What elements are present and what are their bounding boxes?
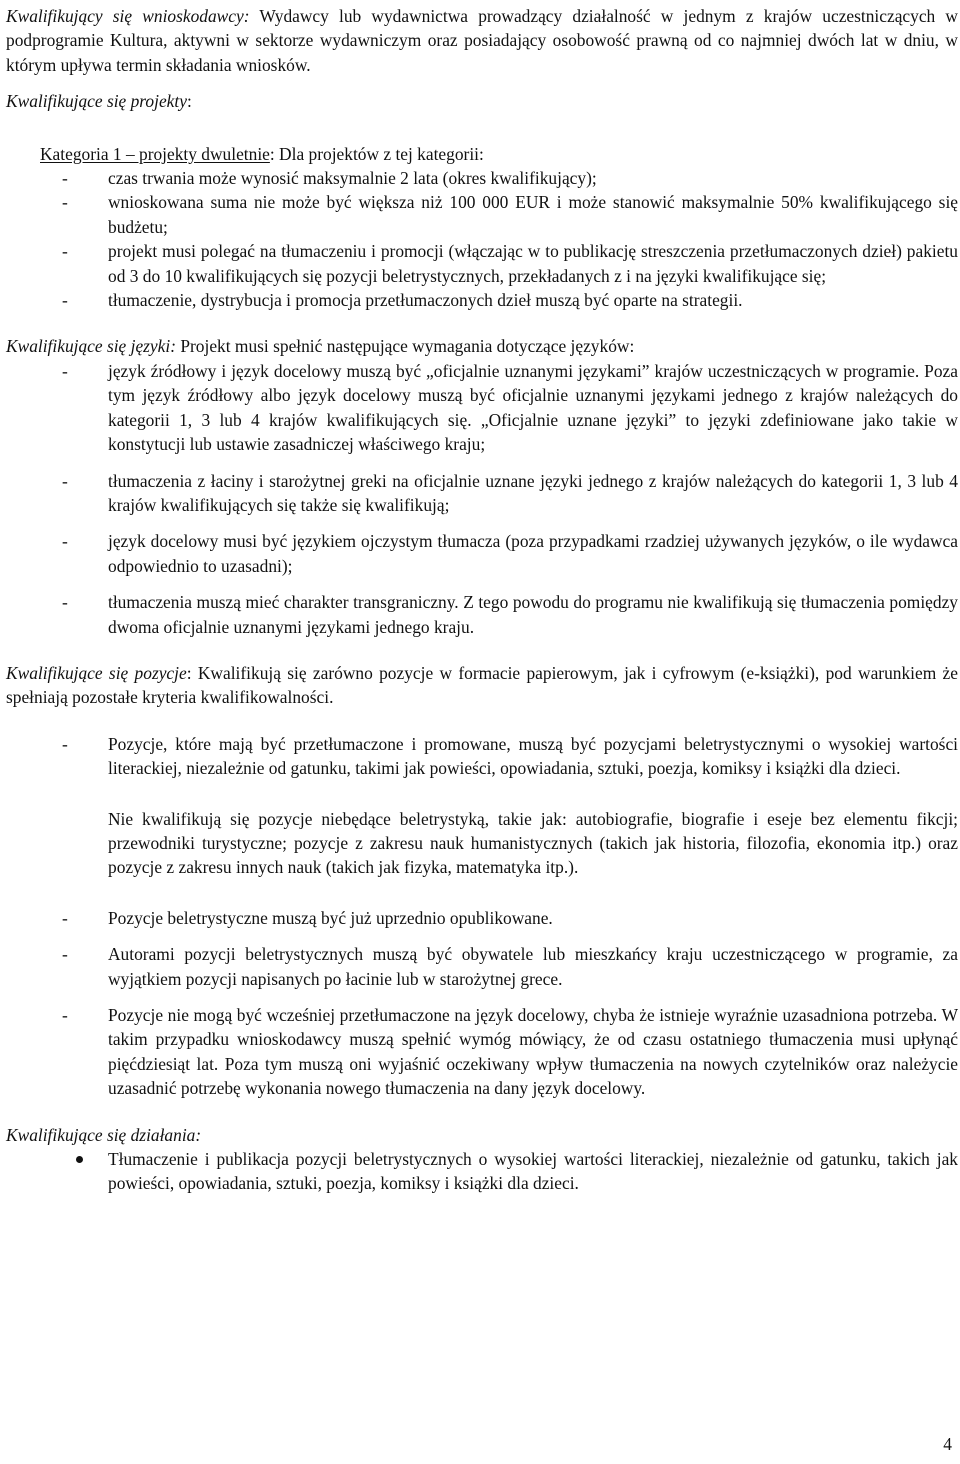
list-item (6, 906, 958, 930)
list-item (6, 166, 958, 190)
list-item (6, 190, 958, 239)
paragraph-eligible-applicants (6, 0, 958, 77)
dash-marker: - (62, 592, 68, 613)
list-item-text: projekt musi polegać na tłumaczeniu i promocji (włączając w to publikację streszczenia przetłumaczonych dzieł) pakietu od 3 do 10 kwalifikujących się pozycji beletrystycznych, przekładanych z i na języki kwalifikujące się; (108, 241, 958, 286)
list-item (6, 1003, 958, 1101)
list-item (6, 359, 958, 457)
list-item (6, 590, 958, 639)
list-item-text: wnioskowana suma nie może być większa niż 100 000 EUR i może stanowić maksymalnie 50% kwalifikującego się budżetu; (108, 192, 958, 237)
eligible-applicants-text: Wydawcy lub wydawnictwa prowadzący działalność w jednym z krajów uczestniczących w podprogramie Kultura, aktywni w sektorze wydawniczym oraz posiadający osobowość prawną od co najmniej dwóch lat w dniu, w którym upływa termin składania wniosków. (6, 6, 958, 75)
eligible-actions-label: Kwalifikujące się działania: (6, 1124, 202, 1145)
dash-marker: - (62, 360, 68, 381)
list-item-note-text: Nie kwalifikują się pozycje niebędące beletrystyką, takie jak: autobiografie, biografie i eseje bez elementu fikcji; przewodniki turystyczne; pozycje z zakresu nauk humanistycznych (takich jak historia, filozofia, ekonomia itp.) oraz pozycje z zakresu innych nauk (takich jak fizyka, matematyka itp.). (108, 808, 958, 878)
dash-marker: - (62, 470, 68, 491)
list-item-note (6, 807, 958, 880)
page-number: 4 (943, 1433, 952, 1454)
list-item (6, 288, 958, 312)
dash-marker: - (62, 290, 68, 311)
list-item-text: tłumaczenia muszą mieć charakter transgraniczny. Z tego powodu do programu nie kwalifikują się tłumaczenia pomiędzy dwoma oficjalnie uznanymi językami jednego kraju. (108, 592, 958, 637)
dash-marker: - (62, 1005, 68, 1025)
eligible-languages-text: Projekt musi spełnić następujące wymagania dotyczące języków: (176, 336, 635, 357)
list-item (6, 942, 958, 991)
eligible-languages-label: Kwalifikujące się języki: (6, 336, 176, 357)
list-item (6, 239, 958, 288)
category-1-label: Kategoria 1 – projekty dwuletnie (40, 143, 270, 164)
list-item (6, 469, 958, 518)
list-item-text: język docelowy musi być językiem ojczystym tłumacza (poza przypadkami rzadziej używanych języków, o ile wydawca odpowiednio to uzasadni); (108, 531, 958, 576)
eligible-actions-heading (6, 1123, 958, 1147)
bullet-icon (76, 1156, 83, 1163)
eligible-applicants-label: Kwalifikujący się wnioskodawcy: (6, 6, 250, 26)
dash-marker: - (62, 907, 68, 928)
paragraph-eligible-languages (6, 334, 958, 358)
category-1-text: : Dla projektów z tej kategorii: (269, 143, 484, 164)
dash-marker: - (62, 168, 68, 189)
list-item (6, 732, 958, 781)
eligible-positions-label: Kwalifikujące się pozycje (6, 662, 187, 683)
paragraph-eligible-positions (6, 661, 958, 710)
eligible-projects-label: Kwalifikujące się projekty (6, 91, 187, 112)
list-item-text: Pozycje, które mają być przetłumaczone i promowane, muszą być pozycjami beletrystycznymi o wysokiej wartości literackiej, niezależnie od gatunku, takimi jak powieści, opowiadania, sztuki, poezja, komiksy i książki dla dzieci. (108, 733, 958, 779)
dash-marker: - (62, 733, 68, 754)
heading-colon: : (186, 91, 192, 112)
dash-marker: - (62, 192, 68, 213)
list-item-text: Pozycje beletrystyczne muszą być już uprzednio opublikowane. (108, 907, 553, 928)
eligible-positions-text: : Kwalifikują się zarówno pozycje w formacie papierowym, jak i cyfrowym (e-książki), pod warunkiem że spełniają pozostałe kryteria kwalifikowalności. (6, 662, 958, 708)
category-1-line (6, 142, 958, 166)
dash-marker: - (62, 241, 68, 262)
list-item (6, 529, 958, 578)
bullet-item-text: Tłumaczenie i publikacja pozycji beletrystycznych o wysokiej wartości literackiej, niezależnie od gatunku, takich jak powieści, opowiadania, sztuki, poezja, komiksy i książki dla dzieci. (108, 1149, 958, 1194)
list-item-text: język źródłowy i język docelowy muszą być „oficjalnie uznanymi językami” krajów uczestniczących w programie. Poza tym język źródłowy albo język docelowy muszą być oficjalnie uznanymi językami jednego z krajów należących do kategorii 1, 3 lub 4 krajów kwalifikujących się. „Oficjalnie uznane języki” to języki zdefiniowane jako takie w konstytucji lub ustawie zasadniczej właściwego kraju; (108, 360, 958, 455)
list-item-text: czas trwania może wynosić maksymalnie 2 lata (okres kwalifikujący); (108, 168, 597, 189)
list-item-text: tłumaczenia z łaciny i starożytnej greki na oficjalnie uznane języki jednego z krajów należących do kategorii 1, 3 lub 4 krajów kwalifikujących się także się kwalifikują; (108, 470, 958, 515)
list-item-text: Autorami pozycji beletrystycznych muszą być obywatele lub mieszkańcy kraju uczestniczącego w programie, za wyjątkiem pozycji napisanych po łacinie lub w starożytnej grece. (108, 944, 958, 989)
bullet-item (6, 1147, 958, 1196)
dash-marker: - (62, 944, 68, 965)
list-item-text: Pozycje nie mogą być wcześniej przetłumaczone na język docelowy, chyba że istnieje wyraźnie uzasadniona potrzeba. W takim przypadku wnioskodawcy muszą spełnić wymóg mówiący, że od czasu ostatniego tłumaczenia musi upłynąć pięćdziesiąt lat. Poza tym muszą oni wyjaśnić oczekiwany wpływ tłumaczenia na nowych czytelników oraz należycie uzasadnić potrzebę wykonania nowego tłumaczenia na dany język docelowy. (108, 1005, 958, 1099)
eligible-projects-heading (6, 89, 958, 113)
dash-marker: - (62, 531, 68, 552)
list-item-text: tłumaczenie, dystrybucja i promocja przetłumaczonych dzieł muszą być oparte na strategii. (108, 290, 743, 311)
